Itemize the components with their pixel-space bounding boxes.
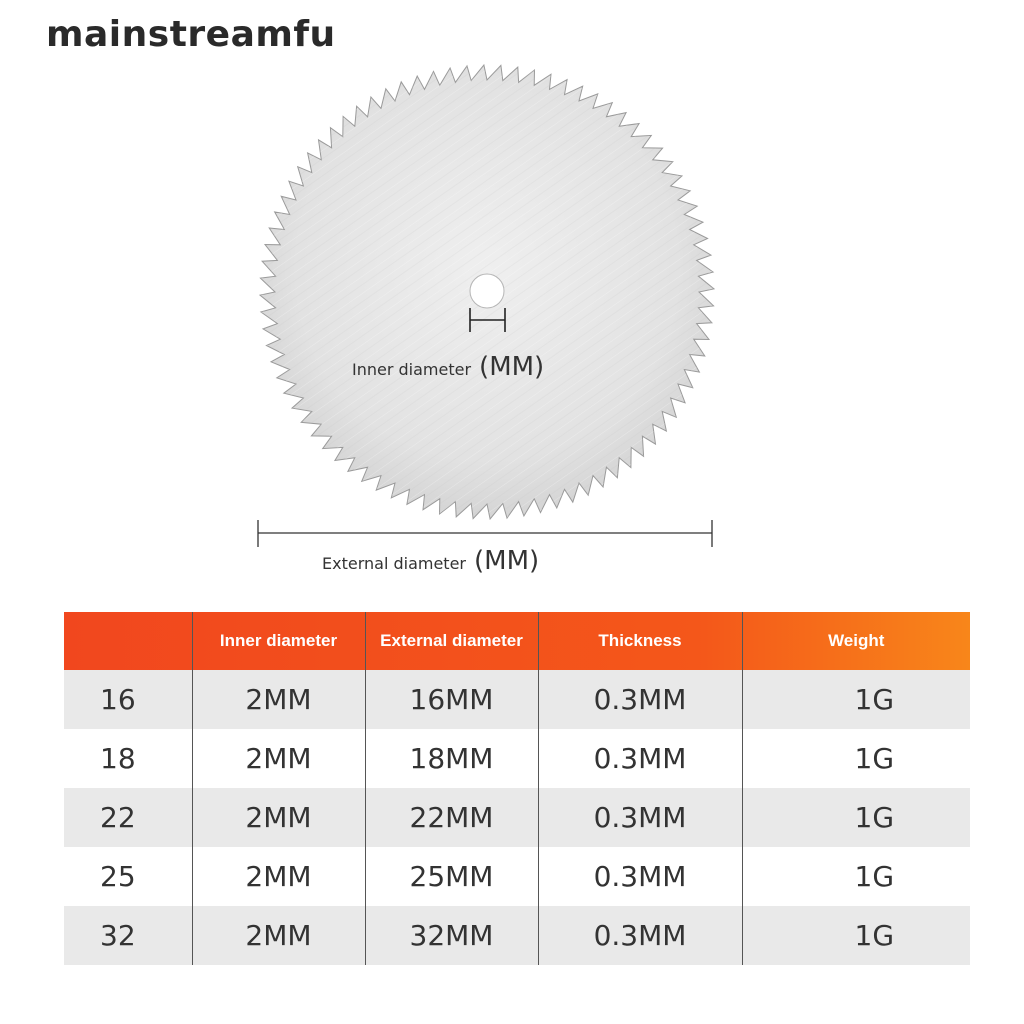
cell-inner-diameter: 2MM	[192, 670, 365, 729]
cell-external-diameter: 18MM	[365, 729, 538, 788]
cell-thickness: 0.3MM	[538, 670, 742, 729]
cell-size: 16	[100, 683, 136, 716]
cell-size: 18	[100, 742, 136, 775]
external-diameter-text: External diameter	[322, 554, 466, 573]
table-row	[64, 788, 970, 847]
cell-weight: 1G	[742, 847, 970, 906]
header-thickness: Thickness	[538, 612, 742, 670]
header-external-diameter: External diameter	[365, 612, 538, 670]
external-diameter-unit: (MM)	[474, 546, 540, 576]
arbor-hole	[470, 274, 504, 308]
table-row	[64, 847, 970, 906]
inner-diameter-label	[352, 352, 544, 382]
cell-thickness: 0.3MM	[538, 847, 742, 906]
cell-size: 25	[100, 860, 136, 893]
cell-external-diameter: 32MM	[365, 906, 538, 965]
cell-thickness: 0.3MM	[538, 906, 742, 965]
table-row	[64, 729, 970, 788]
cell-weight: 1G	[742, 906, 970, 965]
inner-diameter-text: Inner diameter	[352, 360, 472, 379]
cell-size: 22	[100, 801, 136, 834]
cell-external-diameter: 16MM	[365, 670, 538, 729]
spec-table-header	[64, 612, 970, 670]
cell-inner-diameter: 2MM	[192, 906, 365, 965]
cell-inner-diameter: 2MM	[192, 729, 365, 788]
cell-weight: 1G	[742, 670, 970, 729]
table-row	[64, 670, 970, 729]
external-diameter-label	[322, 546, 539, 576]
cell-thickness: 0.3MM	[538, 788, 742, 847]
header-weight: Weight	[742, 612, 970, 670]
spec-table	[64, 612, 970, 965]
cell-weight: 1G	[742, 729, 970, 788]
cell-inner-diameter: 2MM	[192, 847, 365, 906]
cell-external-diameter: 22MM	[365, 788, 538, 847]
header-size	[64, 612, 192, 670]
cell-weight: 1G	[742, 788, 970, 847]
brand-watermark: mainstreamfu	[46, 14, 336, 55]
table-row	[64, 906, 970, 965]
cell-external-diameter: 25MM	[365, 847, 538, 906]
cell-size: 32	[100, 919, 136, 952]
cell-thickness: 0.3MM	[538, 729, 742, 788]
inner-diameter-unit: (MM)	[479, 352, 545, 382]
external-diameter-marker	[258, 520, 712, 547]
cell-inner-diameter: 2MM	[192, 788, 365, 847]
header-inner-diameter: Inner diameter	[192, 612, 365, 670]
